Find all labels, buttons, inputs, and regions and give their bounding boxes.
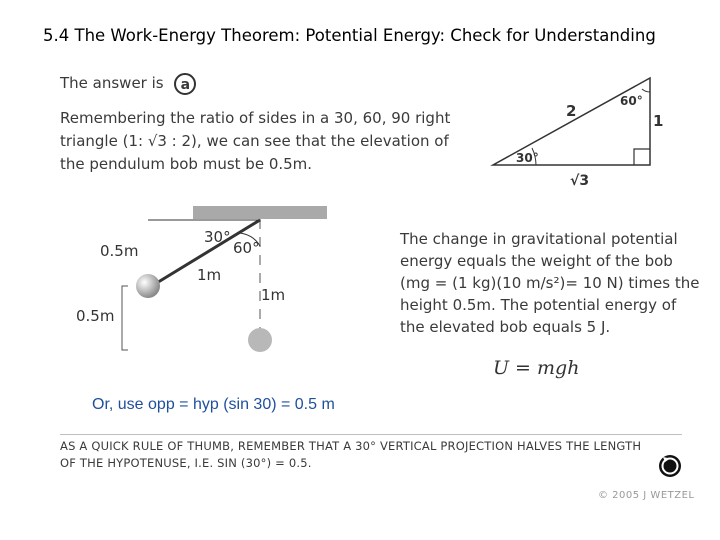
energy-line-5: the elevated bob equals 5 J. xyxy=(400,318,611,336)
rule-of-thumb-line-1: AS A QUICK RULE OF THUMB, REMEMBER THAT A 30° VERTICAL PROJECTION HALVES THE LENGTH xyxy=(60,439,642,453)
upper-height-label: 0.5m xyxy=(100,242,139,260)
pendulum-angle-60-label: 60° xyxy=(233,239,260,257)
string-length-label-right: 1m xyxy=(261,286,286,304)
ratio-line-2: triangle (1: √3 : 2), we can see that the elevation of xyxy=(60,132,449,150)
energy-line-4: height 0.5m. The potential energy of xyxy=(400,296,677,314)
energy-line-3: (mg = (1 kg)(10 m/s²)= 10 N) times the xyxy=(400,274,700,292)
potential-energy-formula: U = mgh xyxy=(493,357,580,379)
triangle-vertical-label: 1 xyxy=(653,112,664,130)
right-angle-marker xyxy=(634,149,650,165)
rule-of-thumb-line-2: OF THE HYPOTENUSE, I.E. SIN (30°) = 0.5. xyxy=(60,456,312,470)
ratio-line-1: Remembering the ratio of sides in a 30, 60, 90 right xyxy=(60,109,451,127)
triangle-angle-60-label: 60° xyxy=(620,94,643,108)
page-title: 5.4 The Work-Energy Theorem: Potential Energy: Check for Understanding xyxy=(43,26,656,45)
angle-arc-60 xyxy=(642,89,650,92)
ratio-line-3: the pendulum bob must be 0.5m. xyxy=(60,155,313,173)
ratio-explanation xyxy=(60,107,450,176)
pendulum-angle-30-label: 30° xyxy=(204,228,231,246)
triangle-hyp-label: 2 xyxy=(566,102,577,120)
answer-choice-badge: a xyxy=(174,73,196,95)
energy-explanation xyxy=(400,228,700,338)
divider xyxy=(60,434,682,435)
answer-line xyxy=(60,72,196,95)
ceiling-support xyxy=(193,206,327,219)
copyright-notice: © 2005 J WETZEL xyxy=(598,490,695,501)
alternative-method: Or, use opp = hyp (sin 30) = 0.5 m xyxy=(92,396,335,413)
height-bracket xyxy=(122,286,128,350)
string-length-label-left: 1m xyxy=(197,266,222,284)
refresh-icon[interactable] xyxy=(657,453,685,481)
triangle-base-label: √3 xyxy=(570,173,590,189)
energy-line-2: energy equals the weight of the bob xyxy=(400,252,673,270)
triangle-angle-30-label: 30° xyxy=(516,151,539,165)
energy-line-1: The change in gravitational potential xyxy=(400,230,678,248)
answer-prefix: The answer is xyxy=(60,74,164,92)
pendulum-bob-raised xyxy=(136,274,160,298)
pendulum-diagram xyxy=(70,200,390,360)
lower-height-label: 0.5m xyxy=(76,307,115,325)
triangle-diagram xyxy=(490,70,680,190)
pendulum-bob-rest xyxy=(248,328,272,352)
